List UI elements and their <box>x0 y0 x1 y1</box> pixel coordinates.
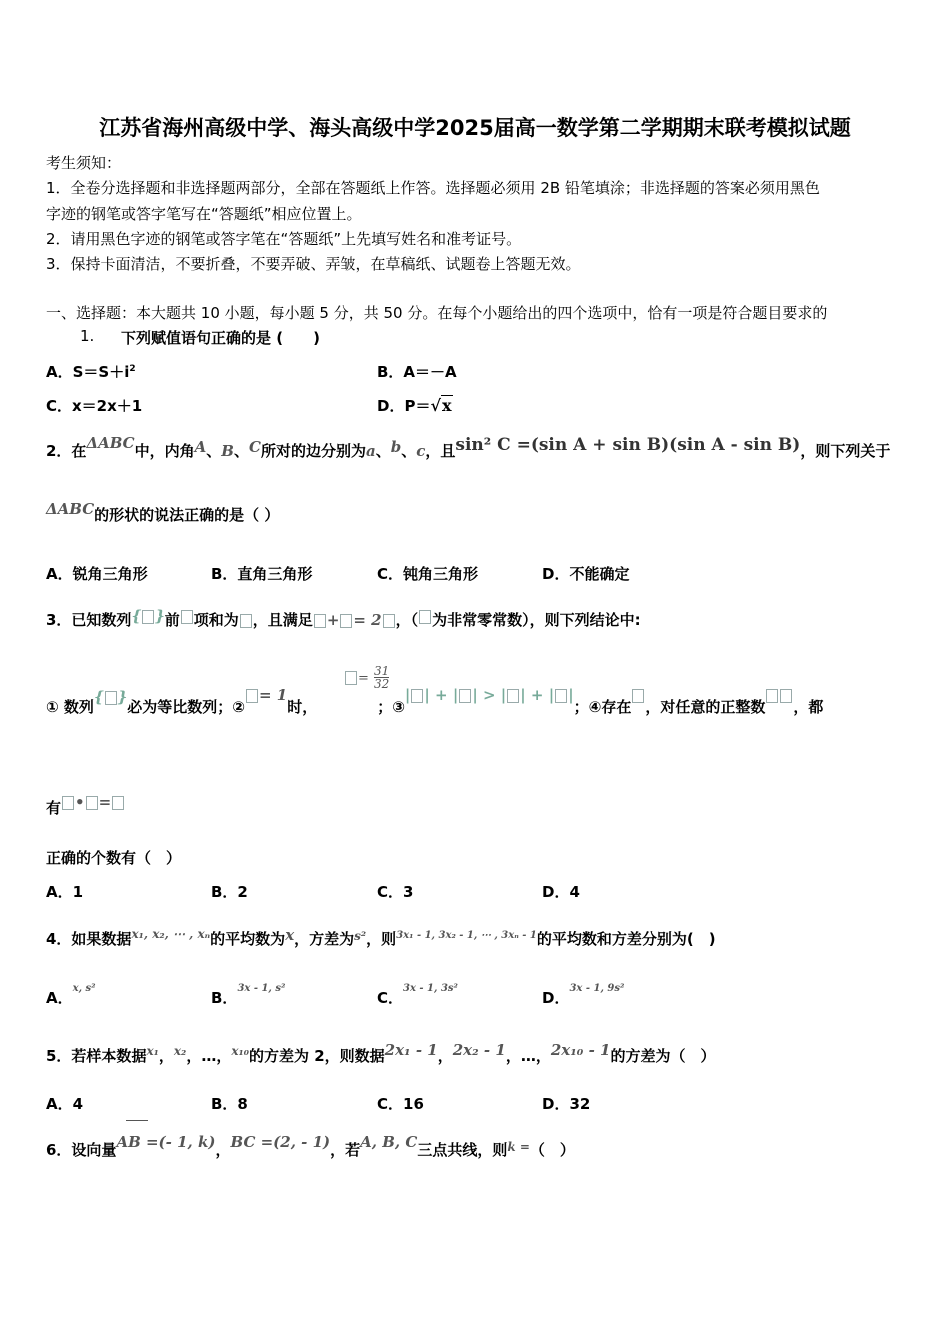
q3-text: ，（ <box>395 611 419 629</box>
placeholder-glyph <box>181 610 193 624</box>
q4-stem <box>46 928 716 949</box>
q4-option-d <box>542 983 625 1008</box>
q5-text: ，…， <box>505 1047 551 1065</box>
notice-heading: 考生须知： <box>46 154 122 172</box>
q6-math: BC =(2, - 1) <box>230 1133 331 1151</box>
q1-stem: 下列赋值语句正确的是 ( ) <box>121 329 320 347</box>
q4-option-b-text: B． <box>211 989 238 1007</box>
q3-statement-3-math: | | + | | > | | + | | <box>404 686 574 704</box>
q3-stem <box>46 609 641 630</box>
q3-s3-expression: = $\frac{31}{32}$ <box>344 665 389 690</box>
q3-math: + <box>326 611 340 629</box>
q5-text: 的方差为（ ） <box>610 1047 716 1065</box>
q3-text: ，且满足 <box>252 611 313 629</box>
q4-option-b <box>211 983 286 1008</box>
placeholder-glyph <box>419 610 431 624</box>
q5-math: x₂ <box>173 1044 187 1058</box>
q2-math: c <box>416 442 426 460</box>
q6-math: A, B, C <box>360 1133 418 1151</box>
q5-text: ，…， <box>186 1047 232 1065</box>
q3-math: | + | <box>424 686 459 704</box>
placeholder-glyph <box>780 689 792 703</box>
q1-option-a-text: A．S＝S＋i <box>46 363 130 381</box>
q2-stem-line-1 <box>46 434 891 461</box>
q5-stem <box>46 1041 716 1066</box>
q1-option-b: B．A＝－A <box>377 363 457 381</box>
q2-math: ΔABC <box>86 434 135 452</box>
q3-text: ，都 <box>793 698 824 716</box>
q3-text: 项和为 <box>193 611 239 629</box>
q6-text: （ ） <box>529 1141 575 1159</box>
sequence-symbol: { } <box>93 688 128 706</box>
section-heading: 一、选择题：本大题共 10 小题，每小题 5 分，共 50 分。在每个小题给出的四个选项中，恰有一项是符合题目要求的 <box>46 304 828 322</box>
q5-text: ， <box>437 1047 453 1065</box>
sqrt-symbol: √x <box>430 396 452 415</box>
q2-text: 、 <box>206 442 222 460</box>
page-title: 江苏省海州高级中学、海头高级中学2025届高一数学第二学期期末联考模拟试题 <box>99 116 851 140</box>
q2-text: 、 <box>375 442 391 460</box>
q3-text: 3．已知数列 <box>46 611 132 629</box>
q3-math: | > | <box>472 686 507 704</box>
q3-text: 为非常零常数），则下列结论中: <box>432 611 641 629</box>
q3-question: 正确的个数有（ ） <box>46 849 182 867</box>
q4-option-d-text: D． <box>542 989 570 1007</box>
q2-text: 、 <box>233 442 249 460</box>
q1-option-c: C．x＝2x＋1 <box>46 397 143 415</box>
notice-item-1-line-1: 1．全卷分选择题和非选择题两部分，全部在答题纸上作答。选择题必须用 2B 铅笔填涂；非选择题的答案必须用黑色 <box>46 179 820 197</box>
vector-arrow <box>126 1120 148 1121</box>
q5-option-a: A．4 <box>46 1095 84 1113</box>
q1-option-d <box>377 395 453 416</box>
q1-option-d-text: D．P＝ <box>377 397 431 415</box>
q4-text: ，方差为 <box>294 930 355 948</box>
placeholder-glyph <box>340 614 352 628</box>
placeholder-glyph <box>62 796 74 810</box>
q5-option-b: B．8 <box>211 1095 248 1113</box>
q6-text: 三点共线，则 <box>417 1141 508 1159</box>
q3-text: 有 <box>46 799 62 817</box>
q4-option-a-math: x, s² <box>72 983 96 994</box>
q6-math: k = <box>507 1140 530 1154</box>
placeholder-glyph <box>314 614 326 628</box>
q3-math: = <box>98 793 112 811</box>
notice-item-1-line-2: 字迹的钢笔或答字笔写在“答题纸”相应位置上。 <box>46 205 362 223</box>
q1-option-a-sup: 2 <box>129 364 136 374</box>
q2-math: ΔABC <box>46 500 95 518</box>
q5-math: x₁ <box>146 1044 159 1058</box>
q5-option-c: C．16 <box>377 1095 424 1113</box>
q1-number: 1. <box>80 327 95 345</box>
q2-stem-line-2 <box>46 500 280 525</box>
q4-option-d-math: 3x - 1, 9s² <box>569 983 625 994</box>
notice-item-3: 3．保持卡面清洁，不要折叠，不要弄破、弄皱，在草稿纸、试题卷上答题无效。 <box>46 255 581 273</box>
q3-text: ；③ <box>377 698 405 716</box>
placeholder-glyph <box>86 796 98 810</box>
q6-text: ， <box>215 1141 231 1159</box>
q3-math: | + | <box>520 686 555 704</box>
q3-text: ；④存在 <box>573 698 632 716</box>
q1-option-a <box>46 361 136 382</box>
q2-text: 所对的边分别为 <box>260 442 366 460</box>
q6-text: 6．设向量 <box>46 1141 117 1159</box>
q4-option-c-math: 3x - 1, 3s² <box>403 983 458 994</box>
q2-text: ，则下列关于 <box>800 442 891 460</box>
q2-option-c: C．钝角三角形 <box>377 565 479 583</box>
q4-math: x <box>285 926 295 944</box>
q2-text: 中，内角 <box>134 442 195 460</box>
q4-math: x₁, x₂, ⋯ , xₙ <box>131 927 211 941</box>
sequence-symbol: { } <box>131 607 165 625</box>
q2-math: a <box>365 442 376 460</box>
placeholder-glyph <box>383 614 395 628</box>
q2-text: 、 <box>401 442 417 460</box>
q3-text: ，对任意的正整数 <box>645 698 766 716</box>
placeholder-glyph <box>766 689 778 703</box>
q4-text: 的平均数和方差分别为( ) <box>536 930 716 948</box>
q4-option-c <box>377 983 458 1008</box>
q6-stem <box>46 1133 575 1160</box>
q5-option-d: D．32 <box>542 1095 591 1113</box>
placeholder-glyph <box>240 614 252 628</box>
placeholder-glyph <box>632 689 644 703</box>
q4-text: 4．如果数据 <box>46 930 132 948</box>
q2-text: 的形状的说法正确的是（ ） <box>94 506 280 524</box>
q2-option-d: D．不能确定 <box>542 565 630 583</box>
q6-math: AB =(- 1, k) <box>116 1133 216 1151</box>
q3-text: ① 数列 <box>46 698 94 716</box>
notice-item-2: 2．请用黑色字迹的钢笔或答字笔在“答题纸”上先填写姓名和准考证号。 <box>46 230 522 248</box>
q5-math: 2x₁₀ - 1 <box>550 1041 611 1059</box>
q2-math: C <box>248 438 261 456</box>
q2-option-a: A．锐角三角形 <box>46 565 148 583</box>
q6-text: ，若 <box>330 1141 361 1159</box>
q2-math: b <box>390 438 402 456</box>
q3-text: 前 <box>164 611 180 629</box>
q5-text: ， <box>158 1047 174 1065</box>
q5-text: 5．若样本数据 <box>46 1047 147 1065</box>
placeholder-glyph <box>112 796 124 810</box>
q3-math: • <box>75 793 85 811</box>
q2-text: 2．在 <box>46 442 87 460</box>
placeholder-glyph <box>246 689 258 703</box>
q3-statement-4-line-2 <box>46 793 125 818</box>
placeholder-glyph <box>345 671 357 685</box>
q2-equation: sin² C =(sin A + sin B)(sin A - sin B) <box>455 435 801 455</box>
q3-option-a: A．1 <box>46 883 84 901</box>
q4-option-b-math: 3x - 1, s² <box>237 983 286 994</box>
q4-text: 的平均数为 <box>210 930 286 948</box>
q4-option-c-text: C． <box>377 989 404 1007</box>
q4-option-a <box>46 983 96 1008</box>
q5-math: x₁₀ <box>231 1044 249 1058</box>
fraction-numerator: 31 <box>374 664 390 678</box>
q2-text: ，且 <box>425 442 456 460</box>
q2-math: A <box>194 438 207 456</box>
q3-math: = 1 <box>258 686 288 704</box>
q5-text: 的方差为 2，则数据 <box>249 1047 385 1065</box>
q3-option-c: C．3 <box>377 883 414 901</box>
q2-option-b: B．直角三角形 <box>211 565 313 583</box>
q2-math: B <box>221 442 234 460</box>
q5-math: 2x₂ - 1 <box>452 1041 506 1059</box>
q3-statements <box>46 686 824 717</box>
q1-option-d-radicand: x <box>441 396 452 415</box>
q4-math: 3x₁ - 1, 3x₂ - 1, ⋯ , 3xₙ - 1 <box>396 930 537 941</box>
q4-option-a-text: A． <box>46 989 73 1007</box>
q4-math: s² <box>354 929 367 943</box>
q3-text: 必为等比数列；② <box>127 698 245 716</box>
q3-text: 时， <box>287 698 318 716</box>
q3-option-b: B．2 <box>211 883 248 901</box>
q3-math: = 2 <box>353 611 382 629</box>
q4-text: ，则 <box>366 930 397 948</box>
q3-option-d: D．4 <box>542 883 580 901</box>
fraction-denominator: 32 <box>374 677 390 691</box>
q5-math: 2x₁ - 1 <box>384 1041 438 1059</box>
